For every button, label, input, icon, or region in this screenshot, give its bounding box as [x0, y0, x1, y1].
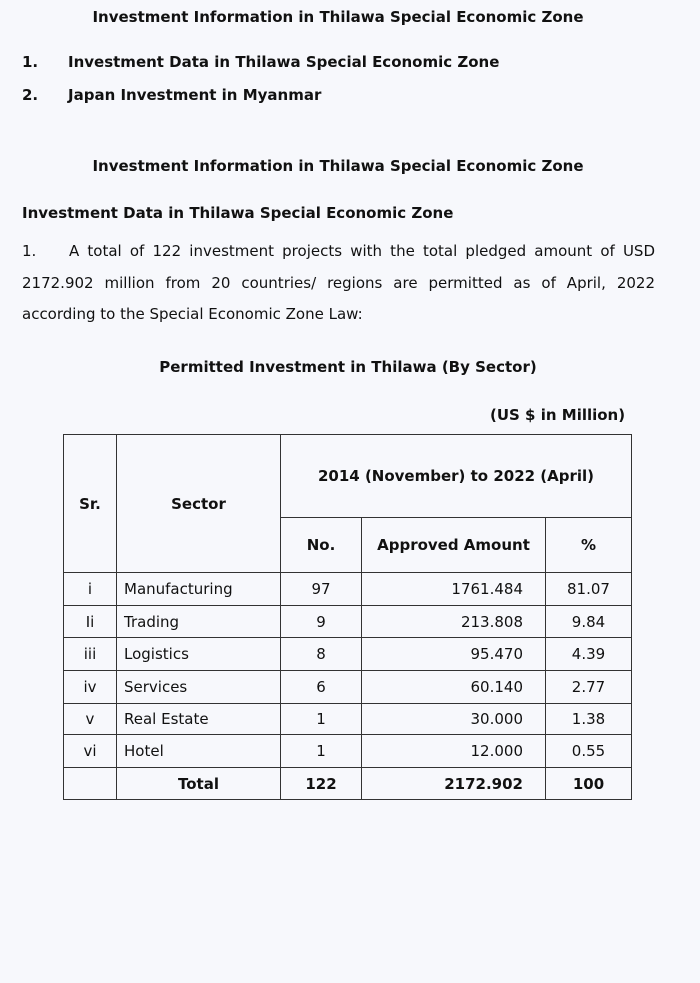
page-title: Investment Information in Thilawa Special Economic Zone — [92, 8, 584, 26]
paragraph-number: 1. — [22, 242, 37, 260]
cell-sr: vi — [64, 735, 117, 768]
section-title: Investment Information in Thilawa Special Economic Zone — [92, 157, 584, 175]
table-unit: (US $ in Million) — [490, 406, 626, 424]
cell-amount: 60.140 — [362, 671, 546, 704]
cell-sr: iv — [64, 671, 117, 704]
toc-item-2-link[interactable]: Japan Investment in Myanmar — [68, 86, 322, 104]
cell-sr-empty — [64, 768, 117, 800]
table-row — [64, 573, 632, 606]
total-amount: 2172.902 — [362, 768, 546, 800]
cell-sector: Hotel — [117, 735, 281, 768]
cell-percent: 2.77 — [546, 671, 632, 704]
table-row — [64, 606, 632, 638]
cell-sector: Trading — [117, 606, 281, 638]
header-period: 2014 (November) to 2022 (April) — [281, 435, 632, 518]
cell-sr: iii — [64, 638, 117, 671]
toc-item-1-number: 1. — [22, 53, 39, 71]
cell-percent: 9.84 — [546, 606, 632, 638]
cell-amount: 12.000 — [362, 735, 546, 768]
cell-sr: i — [64, 573, 117, 606]
cell-sector: Logistics — [117, 638, 281, 671]
investment-by-sector-table — [63, 434, 632, 800]
table-total-row — [64, 768, 632, 800]
cell-percent: 81.07 — [546, 573, 632, 606]
cell-sector: Services — [117, 671, 281, 704]
intro-paragraph — [22, 236, 655, 331]
cell-sr: Ii — [64, 606, 117, 638]
cell-no: 6 — [281, 671, 362, 704]
cell-no: 8 — [281, 638, 362, 671]
cell-percent: 1.38 — [546, 704, 632, 735]
table-header-row — [64, 435, 632, 518]
cell-amount: 213.808 — [362, 606, 546, 638]
table-title: Permitted Investment in Thilawa (By Sector) — [159, 358, 537, 376]
cell-sector: Manufacturing — [117, 573, 281, 606]
cell-no: 1 — [281, 704, 362, 735]
table-row — [64, 735, 632, 768]
toc-item-2-number: 2. — [22, 86, 39, 104]
total-percent: 100 — [546, 768, 632, 800]
cell-amount: 30.000 — [362, 704, 546, 735]
cell-amount: 1761.484 — [362, 573, 546, 606]
subsection-title: Investment Data in Thilawa Special Economic Zone — [22, 204, 454, 222]
header-no: No. — [281, 518, 362, 573]
table-row — [64, 671, 632, 704]
cell-no: 97 — [281, 573, 362, 606]
cell-amount: 95.470 — [362, 638, 546, 671]
paragraph-text: A total of 122 investment projects with the total pledged amount of USD 2172.902 million from 20 countries/ regions are permitted as of April, 2022 according to the Special Economic Zone Law: — [22, 242, 655, 323]
cell-percent: 0.55 — [546, 735, 632, 768]
header-sector: Sector — [117, 435, 281, 573]
cell-sector: Real Estate — [117, 704, 281, 735]
total-no: 122 — [281, 768, 362, 800]
table-row — [64, 704, 632, 735]
table-row — [64, 638, 632, 671]
header-approved-amount: Approved Amount — [362, 518, 546, 573]
cell-sr: v — [64, 704, 117, 735]
header-sr: Sr. — [64, 435, 117, 573]
cell-no: 1 — [281, 735, 362, 768]
header-percent: % — [546, 518, 632, 573]
total-label: Total — [117, 768, 281, 800]
cell-no: 9 — [281, 606, 362, 638]
toc-item-1-link[interactable]: Investment Data in Thilawa Special Economic Zone — [68, 53, 500, 71]
cell-percent: 4.39 — [546, 638, 632, 671]
